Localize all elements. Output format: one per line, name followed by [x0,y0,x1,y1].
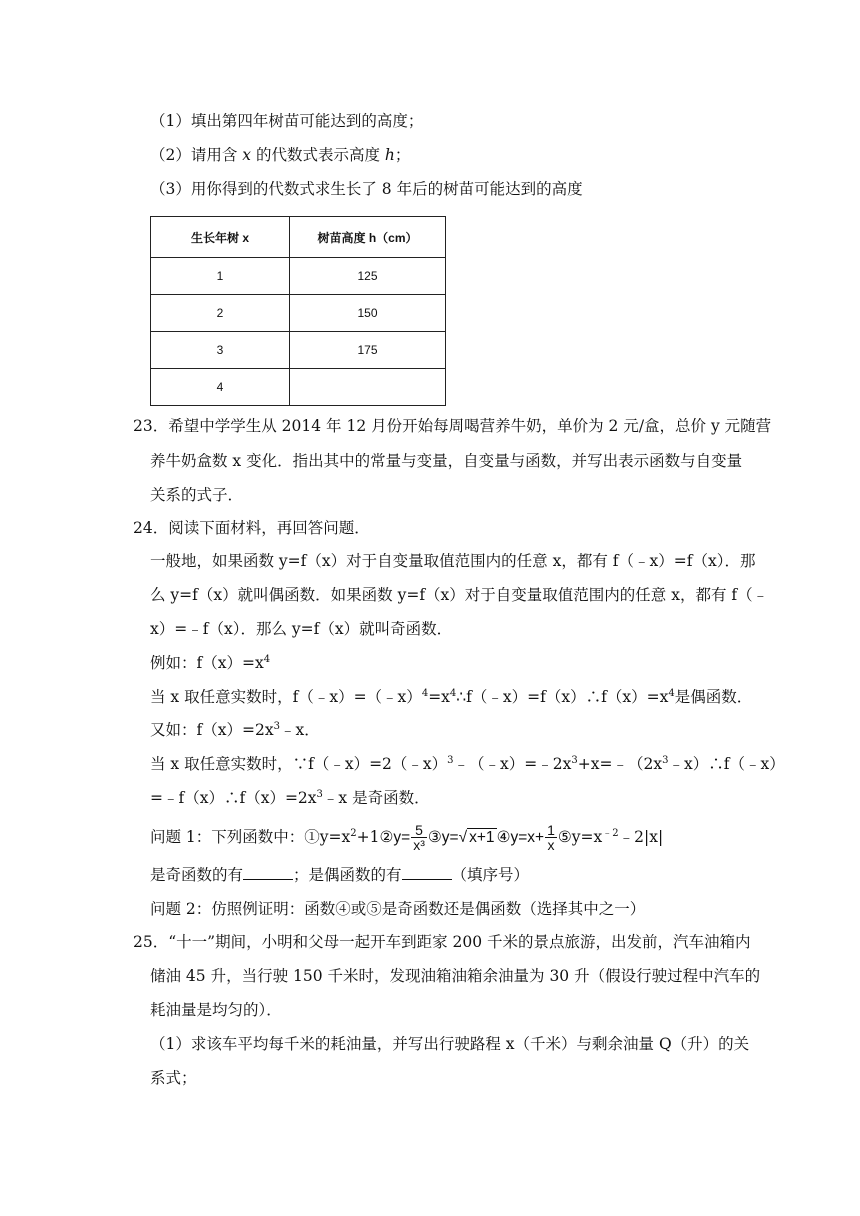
table-cell-height [290,369,446,406]
q22-item-2: （2）请用含 x 的代数式表示高度 h； [150,146,411,164]
fraction-1-over-x: $\frac{1}{x}$ [547,822,555,854]
q23-line-1: 23．希望中学学生从 2014 年 12 月份开始每周喝营养牛奶，单价为 2 元/盒，总价 y 元随营 [133,417,772,435]
function-4: y=x+ $\frac{1}{x}$ [510,822,555,854]
table-cell-year: 1 [151,258,290,295]
table-header-row [151,217,446,258]
table-row [151,295,446,332]
answer-blank-odd[interactable] [243,865,293,880]
q24-problem-1-answer: 是奇函数的有 ；是偶函数的有 （填序号） [150,866,530,884]
growth-table [150,216,446,406]
sqrt-icon: √ x+1 [458,829,495,846]
q25-line-3: 耗油量是均匀的）． [150,1001,282,1019]
q24-heading: 24．阅读下面材料，再回答问题． [133,519,370,537]
function-2: y= $\frac{5}{\text{x³}}$ [393,822,425,854]
table-row [151,332,446,369]
table-row [151,258,446,295]
answer-blank-even[interactable] [402,865,452,880]
q24-example-4: 当 x 取任意实数时，$\because f(﹣x)=2(﹣x)^3﹣(﹣x)=﹣2x^3+x=﹣(2x^3﹣x)\therefore f(﹣x)$ [150,755,785,773]
fraction-5-over-x3: $\frac{5}{\text{x³}}$ [413,822,425,854]
q24-para-3: x）=﹣f（x）．那么 y=f（x）就叫奇函数． [150,620,453,638]
table-cell-height: 175 [290,332,446,369]
table-header-height: 树苗高度 h（cm） [290,217,446,258]
q24-para-1: 一般地，如果函数 y=f（x）对于自变量取值范围内的任意 x，都有 f（﹣x）=f（x）．那 [150,552,756,570]
table-row [151,369,446,406]
q23-line-3: 关系的式子． [150,486,244,504]
q25-sub-1-line-2: 系式； [150,1069,197,1087]
table-cell-height: 150 [290,295,446,332]
q25-line-1: 25．“十一”期间，小明和父母一起开车到距家 200 千米的景点旅游，出发前，汽车油箱内 [133,933,751,951]
function-3: y=√ x+1 [441,829,495,846]
q24-problem-2: 问题 2：仿照例证明：函数④或⑤是奇函数还是偶函数（选择其中之一） [150,900,646,918]
q24-example-2: 当 x 取任意实数时，$f(﹣x)=(﹣x)^4=x^4\therefore f(﹣x)=f(x)\therefore f(x)=x^4$是偶函数． [150,688,753,706]
q24-example-5: $=﹣f(x)\therefore f(x)=2x^3﹣x$ 是奇函数． [150,789,430,807]
q22-item-3: （3）用你得到的代数式求生长了 8 年后的树苗可能达到的高度 [150,180,583,198]
q24-para-2: 么 y=f（x）就叫偶函数．如果函数 y=f（x）对于自变量取值范围内的任意 x，都有 f（﹣ [150,586,769,604]
q22-item-1: （1）填出第四年树苗可能达到的高度； [150,112,424,130]
table-cell-height: 125 [290,258,446,295]
table-cell-year: 4 [151,369,290,406]
table-header-year: 生长年树 x [151,217,290,258]
q25-line-2: 储油 45 升，当行驶 150 千米时，发现油箱油箱余油量为 30 升（假设行驶过程中汽车的 [150,967,761,985]
q24-example-1: 例如：$f(x)=x^4$ [150,654,271,672]
table-cell-year: 2 [151,295,290,332]
table-cell-year: 3 [151,332,290,369]
q23-line-2: 养牛奶盒数 x 变化．指出其中的常量与变量，自变量与函数，并写出表示函数与自变量 [150,452,743,470]
q25-sub-1-line-1: （1）求该车平均每千米的耗油量，并写出行驶路程 x（千米）与剩余油量 Q（升）的关 [150,1035,750,1053]
q24-example-3: 又如：$f(x)=2x^3﹣x$． [150,721,320,739]
q24-problem-1: 问题 1：下列函数中：$①y=x^2+1②y=$ $\frac{5}{\text{x³}}$ ③y=√ x+1 ④y=x+ $\frac{1}{x}$ $⑤y=x^{﹣2}﹣2|x|$ [150,822,664,854]
